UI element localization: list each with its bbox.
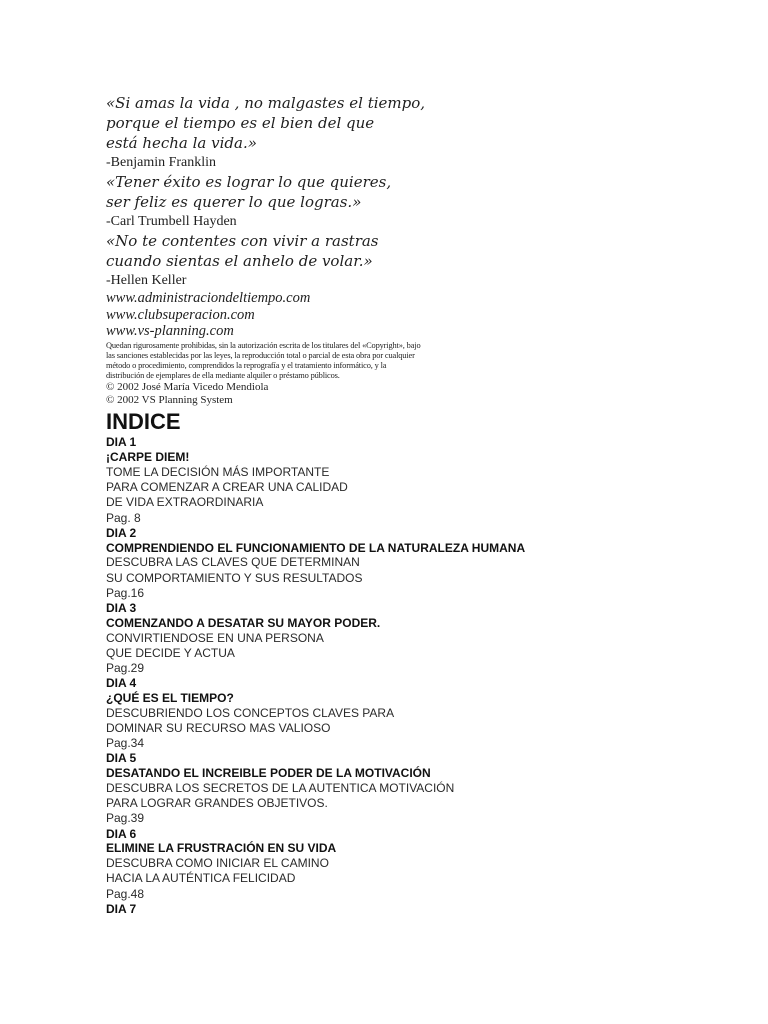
document-page (106, 93, 726, 917)
toc-description-line: TOME LA DECISIÓN MÁS IMPORTANTE (106, 464, 330, 479)
toc-entry-day-5 (106, 751, 726, 826)
toc-description-line: SU COMPORTAMIENTO Y SUS RESULTADOS (106, 570, 363, 585)
toc-description-line: DOMINAR SU RECURSO MAS VALIOSO (106, 720, 331, 735)
quote-line: «Tener éxito es lograr lo que quieres, (106, 173, 392, 191)
quote-line: porque el tiempo es el bien del que (106, 114, 375, 132)
toc-page-number: Pag.34 (106, 736, 145, 751)
toc-description-line: DE VIDA EXTRAORDINARIA (106, 495, 264, 510)
quote-line: «Si amas la vida , no malgastes el tiempo, (106, 94, 426, 112)
toc-page-number: Pag.29 (106, 660, 145, 675)
website-link[interactable]: www.clubsuperacion.com (106, 306, 255, 323)
toc-page-number: Pag.39 (106, 811, 145, 826)
toc-day-label: DIA 4 (106, 676, 137, 691)
toc-description-line: QUE DECIDE Y ACTUA (106, 645, 235, 660)
quote-line: cuando sientas el anhelo de volar.» (106, 252, 373, 270)
toc-description-line: HACIA LA AUTÉNTICA FELICIDAD (106, 871, 296, 886)
toc-description-line: DESCUBRA LAS CLAVES QUE DETERMINAN (106, 555, 360, 570)
quote-line: está hecha la vida.» (106, 134, 257, 152)
toc-description-line: DESCUBRA COMO INICIAR EL CAMINO (106, 856, 329, 871)
toc-entry-day-2 (106, 526, 726, 601)
toc-entry-day-6 (106, 827, 726, 902)
toc-description-line: PARA COMENZAR A CREAR UNA CALIDAD (106, 480, 348, 495)
toc-heading: ¿QUÉ ES EL TIEMPO? (106, 690, 234, 705)
toc-entry-day-1 (106, 435, 726, 525)
legal-notice: Quedan rigurosamente prohibidas, sin la autorización escrita de los titulares del «Copyright», bajo las sanciones establecidas por las leyes, la reproducción total o parcial de esta obra por cualquier método o procedimiento, comprendidos la reprografía y el tratamiento informático, y la distribución de ejemplares de ella mediante alquiler o préstamo públicos. (106, 340, 421, 381)
toc-heading: DESATANDO EL INCREIBLE PODER DE LA MOTIVACIÓN (106, 766, 431, 781)
toc-page-number: Pag. 8 (106, 510, 141, 525)
quote-author: -Benjamin Franklin (106, 155, 217, 170)
toc-day-label: DIA 6 (106, 826, 137, 841)
table-of-contents (106, 435, 726, 916)
toc-heading: ¡CARPE DIEM! (106, 450, 190, 465)
index-title: INDICE (106, 409, 181, 435)
copyright-line: © 2002 VS Planning System (106, 394, 233, 407)
toc-day-label: DIA 2 (106, 525, 137, 540)
toc-entry-day-4 (106, 676, 726, 751)
toc-day-label: DIA 5 (106, 751, 137, 766)
toc-page-number: Pag.16 (106, 585, 145, 600)
quote-line: ser feliz es querer lo que logras.» (106, 193, 362, 211)
toc-description-line: CONVIRTIENDOSE EN UNA PERSONA (106, 630, 324, 645)
website-link[interactable]: www.vs-planning.com (106, 323, 234, 339)
toc-entry-day-7 (106, 902, 726, 917)
toc-day-label: DIA 1 (106, 435, 137, 450)
website-list (106, 290, 726, 340)
quote-author: -Carl Trumbell Hayden (106, 214, 237, 229)
toc-entry-day-3 (106, 601, 726, 676)
quote-block-2 (106, 172, 726, 231)
quote-block-1 (106, 93, 726, 172)
website-link[interactable]: www.administraciondeltiempo.com (106, 290, 311, 306)
quote-block-3 (106, 231, 726, 290)
toc-heading: COMENZANDO A DESATAR SU MAYOR PODER. (106, 615, 381, 630)
copyright-line: © 2002 José María Vicedo Mendiola (106, 381, 269, 394)
toc-heading: COMPRENDIENDO EL FUNCIONAMIENTO DE LA NATURALEZA HUMANA (106, 540, 526, 555)
toc-day-label: DIA 7 (106, 901, 137, 916)
quote-line: «No te contentes con vivir a rastras (106, 232, 379, 250)
toc-page-number: Pag.48 (106, 886, 145, 901)
toc-heading: ELIMINE LA FRUSTRACIÓN EN SU VIDA (106, 841, 337, 856)
toc-day-label: DIA 3 (106, 600, 137, 615)
toc-description-line: DESCUBRA LOS SECRETOS DE LA AUTENTICA MOTIVACIÓN (106, 780, 455, 795)
toc-description-line: DESCUBRIENDO LOS CONCEPTOS CLAVES PARA (106, 705, 395, 720)
quote-author: -Hellen Keller (106, 273, 187, 288)
toc-description-line: PARA LOGRAR GRANDES OBJETIVOS. (106, 796, 328, 811)
